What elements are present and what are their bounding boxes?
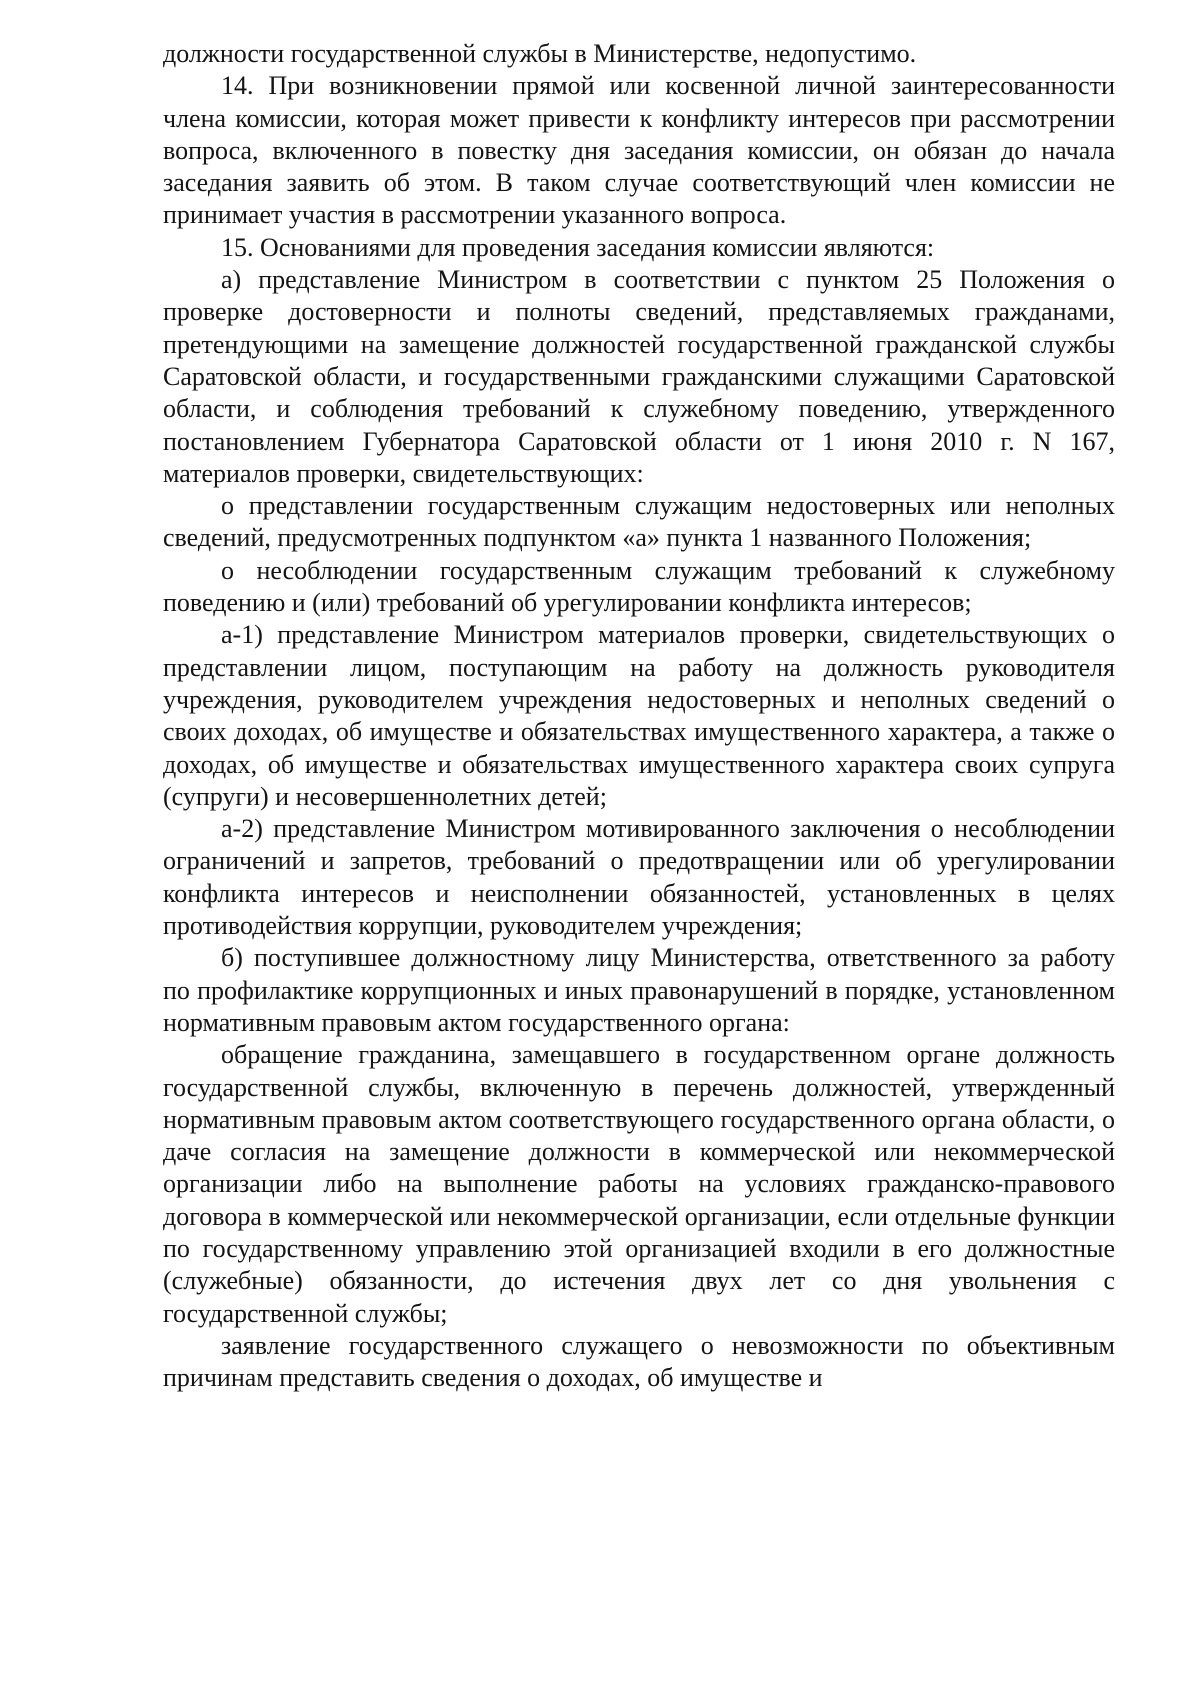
paragraph-continuation: должности государственной службы в Министерстве, недопустимо. <box>163 39 917 68</box>
subparagraph-a: а) представление Министром в соответствии с пунктом 25 Положения о проверке достоверности и полноты сведений, представляемых гражданами, претендующими на замещение должностей государственной гражданской службы Саратовской области, и государственными гражданскими служащими Саратовской области, и соблюдения требований к служебному поведению, утвержденного постановлением Губернатора Саратовской области от 1 июня 2010 г. N 167, материалов проверки, свидетельствующих: <box>163 265 1115 488</box>
subparagraph-a-item-2: о несоблюдении государственным служащим требований к служебному поведению и (или) требований об урегулировании конфликта интересов; <box>163 555 1115 618</box>
subparagraph-b: б) поступившее должностному лицу Министерства, ответственного за работу по профилактике коррупционных и иных правонарушений в порядке, установленном нормативным правовым актом государственного органа: <box>163 943 1115 1037</box>
paragraph-15: 15. Основаниями для проведения заседания комиссии являются: <box>221 232 935 262</box>
document-page <box>163 38 1115 1394</box>
subparagraph-a2: а-2) представление Министром мотивированного заключения о несоблюдении ограничений и запретов, требований о предотвращении или об урегулировании конфликта интересов и неисполнении обязанностей, установленных в целях противодействия коррупции, руководителем учреждения; <box>163 814 1115 941</box>
subparagraph-a-item-1: о представлении государственным служащим недостоверных или неполных сведений, предусмотренных подпунктом «а» пункта 1 названного Положения; <box>163 491 1115 553</box>
subparagraph-b-item-1: обращение гражданина, замещавшего в государственном органе должность государственной службы, включенную в перечень должностей, утвержденный нормативным правовым актом соответствующего государственного органа области, о даче согласия на замещение должности в коммерческой или некоммерческой организации либо на выполнение работы на условиях гражданско-правового договора в коммерческой или некоммерческой организации, если отдельные функции по государственному управлению этой организацией входили в его должностные (служебные) обязанности, до истечения двух лет со дня увольнения с государственной службы; <box>163 1040 1115 1328</box>
subparagraph-a1: а-1) представление Министром материалов проверки, свидетельствующих о представлении лицом, поступающим на работу на должность руководителя учреждения, руководителем учреждения недостоверных и неполных сведений о своих доходах, об имуществе и обязательствах имущественного характера, а также о доходах, об имуществе и обязательствах имущественного характера своих супруга (супруги) и несовершеннолетних детей; <box>163 620 1115 811</box>
subparagraph-b-item-2: заявление государственного служащего о невозможности по объективным причинам представить сведения о доходах, об имуществе и <box>163 1330 1115 1393</box>
paragraph-14: 14. При возникновении прямой или косвенной личной заинтересованности члена комиссии, которая может привести к конфликту интересов при рассмотрении вопроса, включенного в повестку дня заседания комиссии, он обязан до начала заседания заявить об этом. В таком случае соответствующий член комиссии не принимает участия в рассмотрении указанного вопроса. <box>163 71 1115 230</box>
